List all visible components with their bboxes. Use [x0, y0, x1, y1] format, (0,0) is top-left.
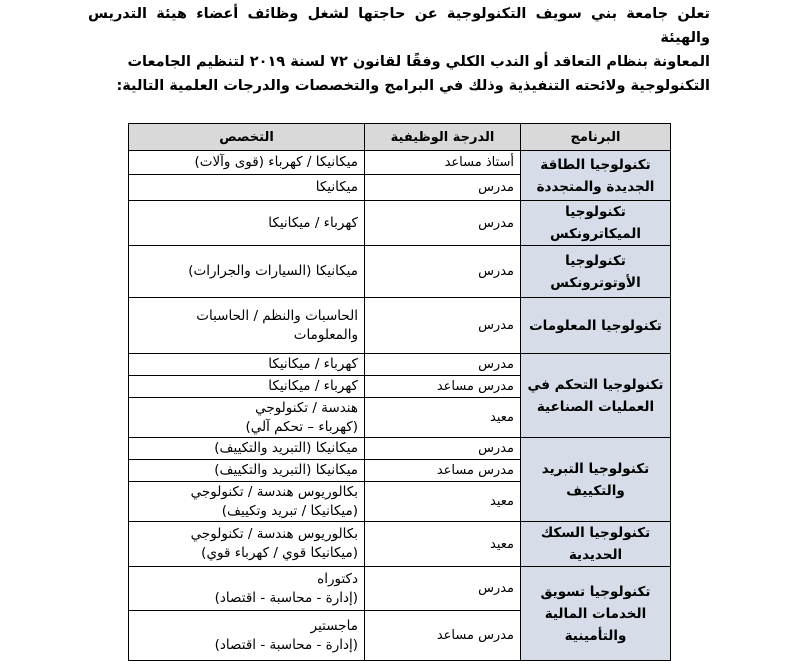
specialization-line: الحاسبات والنظم / الحاسبات	[196, 307, 358, 324]
specialization-line: بكالوريوس هندسة / تكنولوجي	[190, 483, 358, 500]
specialization-cell	[129, 460, 365, 482]
specialization-cell	[129, 151, 365, 175]
specialization-cell	[129, 175, 365, 201]
specialization-cell	[129, 354, 365, 376]
announcement-line: المعاونة بنظام التعاقد أو الندب الكلي وفقًا لقانون ٧٢ لسنة ٢٠١٩ لتنظيم الجامعات	[127, 54, 710, 70]
specialization-line: ميكانيكا (السيارات والجرارات)	[188, 263, 358, 279]
specialization-cell	[129, 298, 365, 354]
specialization-cell	[129, 611, 365, 661]
specialization-line: (إدارة - محاسبة - اقتصاد)	[214, 589, 358, 606]
table-row	[129, 201, 671, 246]
specialization-line: كهرباء / ميكانيكا	[268, 214, 358, 231]
specialization-line: ميكانيكا	[315, 179, 358, 195]
specialization-line: كهرباء / ميكانيكا	[268, 378, 358, 394]
specialization-line: (ميكانيكا / تبريد وتكييف)	[221, 502, 358, 519]
grade-cell: مدرس	[365, 175, 521, 201]
specialization-cell	[129, 246, 365, 298]
specialization-cell	[129, 482, 365, 522]
specialization-line: دكتوراه	[317, 570, 358, 587]
grade-cell: معيد	[365, 482, 521, 522]
header-program: البرنامج	[521, 124, 671, 151]
grade-cell: معيد	[365, 398, 521, 438]
table-row	[129, 438, 671, 460]
program-name-cell: تكنولوجيا الميكاترونكس	[521, 201, 671, 246]
program-name-cell: تكنولوجيا الطاقة الجديدة والمتجددة	[521, 151, 671, 201]
table-row	[129, 522, 671, 567]
specialization-line: هندسة / تكنولوجي	[255, 399, 358, 416]
program-name-cell: تكنولوجيا السكك الحديدية	[521, 522, 671, 567]
table-row	[129, 567, 671, 611]
announcement-line: تعلن جامعة بني سويف التكنولوجية عن حاجتها لشغل وظائف أعضاء هيئة التدريس والهيئة	[88, 6, 710, 46]
grade-cell: أستاذ مساعد	[365, 151, 521, 175]
table-body	[129, 151, 671, 661]
program-name-cell: تكنولوجيا التبريد والتكييف	[521, 438, 671, 522]
grade-cell: مدرس مساعد	[365, 460, 521, 482]
specialization-line: ميكانيكا / كهرباء (قوى وآلات)	[194, 154, 358, 170]
table-row	[129, 354, 671, 376]
grade-cell: معيد	[365, 522, 521, 567]
table-row	[129, 246, 671, 298]
grade-cell: مدرس مساعد	[365, 376, 521, 398]
program-name-cell: تكنولوجيا الأوتوترونكس	[521, 246, 671, 298]
header-grade: الدرجة الوظيفية	[365, 124, 521, 151]
grade-cell: مدرس مساعد	[365, 611, 521, 661]
specialization-line: ميكانيكا (التبريد والتكييف)	[214, 462, 358, 478]
specialization-line: كهرباء / ميكانيكا	[268, 356, 358, 372]
specialization-line: والمعلومات	[293, 326, 358, 343]
table-header-row	[129, 124, 671, 151]
specialization-cell	[129, 398, 365, 438]
announcement-paragraph	[88, 2, 710, 98]
announcement-line: التكنولوجية ولائحته التنفيذية وذلك في البرامج والتخصصات والدرجات العلمية التالية:	[116, 78, 710, 94]
vacancies-table	[128, 123, 671, 661]
specialization-line: ماجستير	[310, 617, 358, 634]
grade-cell: مدرس	[365, 201, 521, 246]
program-name-cell: تكنولوجيا التحكم في العمليات الصناعية	[521, 354, 671, 438]
specialization-line: (ميكانيكا قوي / كهرباء قوي)	[201, 545, 358, 561]
table-row	[129, 298, 671, 354]
specialization-line: بكالوريوس هندسة / تكنولوجي	[190, 526, 358, 542]
table-row	[129, 151, 671, 175]
grade-cell: مدرس	[365, 438, 521, 460]
grade-cell: مدرس	[365, 354, 521, 376]
specialization-line: (كهرباء – تحكم آلي)	[245, 418, 358, 435]
specialization-cell	[129, 201, 365, 246]
specialization-cell	[129, 522, 365, 567]
specialization-cell	[129, 438, 365, 460]
grade-cell: مدرس	[365, 246, 521, 298]
program-name-cell: تكنولوجيا المعلومات	[521, 298, 671, 354]
program-name-cell: تكنولوجيا تسويق الخدمات المالية والتأمينية	[521, 567, 671, 661]
header-specialization: التخصص	[129, 124, 365, 151]
grade-cell: مدرس	[365, 567, 521, 611]
specialization-cell	[129, 567, 365, 611]
specialization-line: (إدارة - محاسبة - اقتصاد)	[214, 636, 358, 653]
grade-cell: مدرس	[365, 298, 521, 354]
specialization-line: ميكانيكا (التبريد والتكييف)	[214, 440, 358, 456]
specialization-cell	[129, 376, 365, 398]
